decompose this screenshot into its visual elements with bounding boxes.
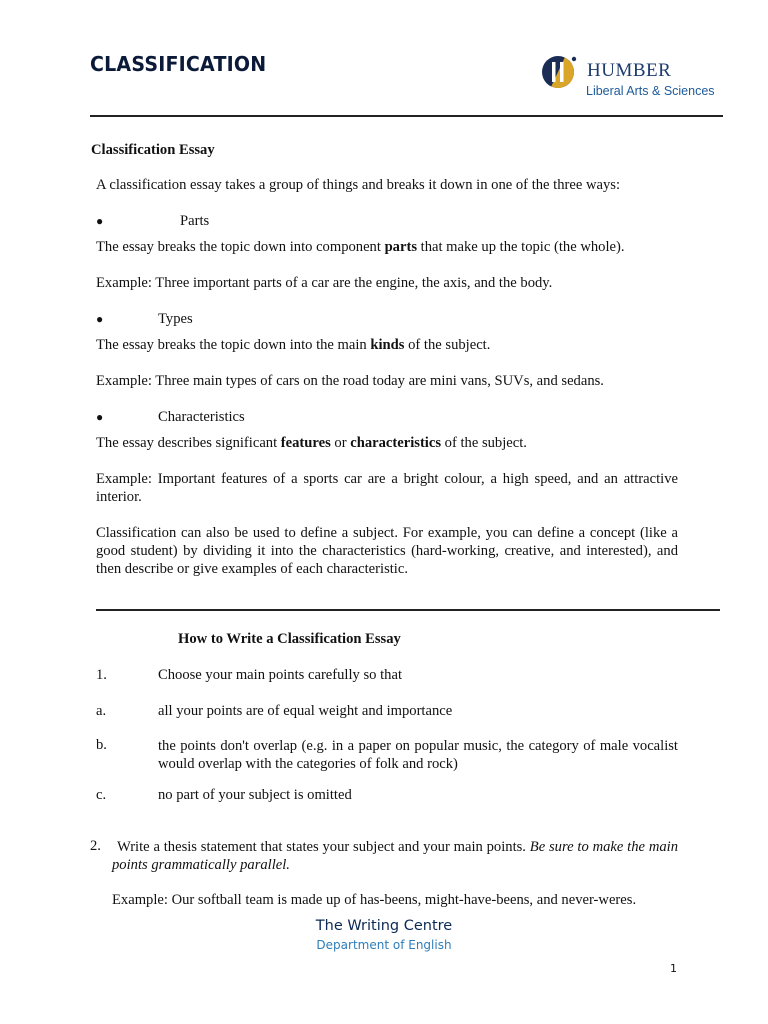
- step-text: [112, 838, 678, 874]
- way-example: Example: Three main types of cars on the road today are mini vans, SUVs, and sedans.: [96, 373, 604, 389]
- way-example: Example: Important features of a sports car are a bright colour, a high speed, and an attractive interior.: [96, 471, 678, 505]
- way-description: [96, 434, 678, 452]
- intro-text: A classification essay takes a group of things and breaks it down in one of the three ways:: [96, 177, 621, 193]
- subitem-label: b.: [96, 737, 107, 753]
- document-title: CLASSIFICATION: [90, 52, 267, 76]
- subitem-label: c.: [96, 787, 107, 803]
- bullet-icon: ●: [96, 312, 104, 326]
- humber-logo: [541, 54, 577, 90]
- text: of the subject.: [441, 435, 527, 451]
- logo-subtitle: Liberal Arts & Sciences: [586, 84, 715, 98]
- step-number: 1.: [96, 667, 107, 683]
- way-description: [96, 238, 678, 256]
- text: of the subject.: [404, 337, 491, 353]
- page-number: 1: [670, 962, 677, 975]
- way-example: Example: Three important parts of a car are the engine, the axis, and the body.: [96, 275, 553, 291]
- way-label: Types: [158, 311, 193, 327]
- way-label: Characteristics: [158, 409, 245, 425]
- text: that make up the topic (the whole).: [417, 239, 625, 255]
- text: Write a thesis statement that states your subject and your main points.: [117, 839, 526, 855]
- bold-term: kinds: [370, 337, 405, 353]
- humber-logo-icon: [541, 54, 577, 90]
- subitem-text: the points don't overlap (e.g. in a paper on popular music, the category of male vocalist would overlap with the categories of folk and rock): [158, 738, 678, 772]
- footer-department: Department of English: [316, 938, 452, 952]
- bullet-icon: ●: [96, 214, 104, 228]
- section-divider: [96, 609, 720, 611]
- closing-paragraph: Classification can also be used to define a subject. For example, you can define a concept (like a good student) by dividing it into the characteristics (hard-working, creative, and interested), and then describe or give examples of each characteristic.: [96, 525, 678, 577]
- text: The essay breaks the topic down into component: [96, 239, 385, 255]
- section-heading: Classification Essay: [91, 142, 215, 158]
- footer-centre: The Writing Centre: [315, 918, 453, 934]
- bold-term: parts: [384, 239, 417, 255]
- text: or: [330, 435, 351, 451]
- text: The essay describes significant: [96, 435, 281, 451]
- logo-name: HUMBER: [587, 60, 672, 81]
- step-number: 2.: [90, 838, 101, 854]
- bold-term: features: [280, 435, 331, 451]
- bullet-icon: ●: [96, 410, 104, 424]
- step-text: Choose your main points carefully so that: [158, 667, 402, 683]
- text: The essay breaks the topic down into the main: [96, 337, 371, 353]
- bold-term: characteristics: [350, 435, 442, 451]
- italic-text: Be sure to make the main points grammatically parallel.: [112, 839, 679, 873]
- section-heading: How to Write a Classification Essay: [178, 631, 401, 647]
- subitem-label: a.: [96, 703, 107, 719]
- subitem-text: all your points are of equal weight and importance: [158, 703, 453, 719]
- step-example: Example: Our softball team is made up of has-beens, might-have-beens, and never-weres.: [112, 892, 637, 908]
- header-divider: [90, 115, 723, 117]
- way-label: Parts: [180, 213, 210, 229]
- way-description: [96, 336, 678, 354]
- subitem-text: no part of your subject is omitted: [158, 787, 352, 803]
